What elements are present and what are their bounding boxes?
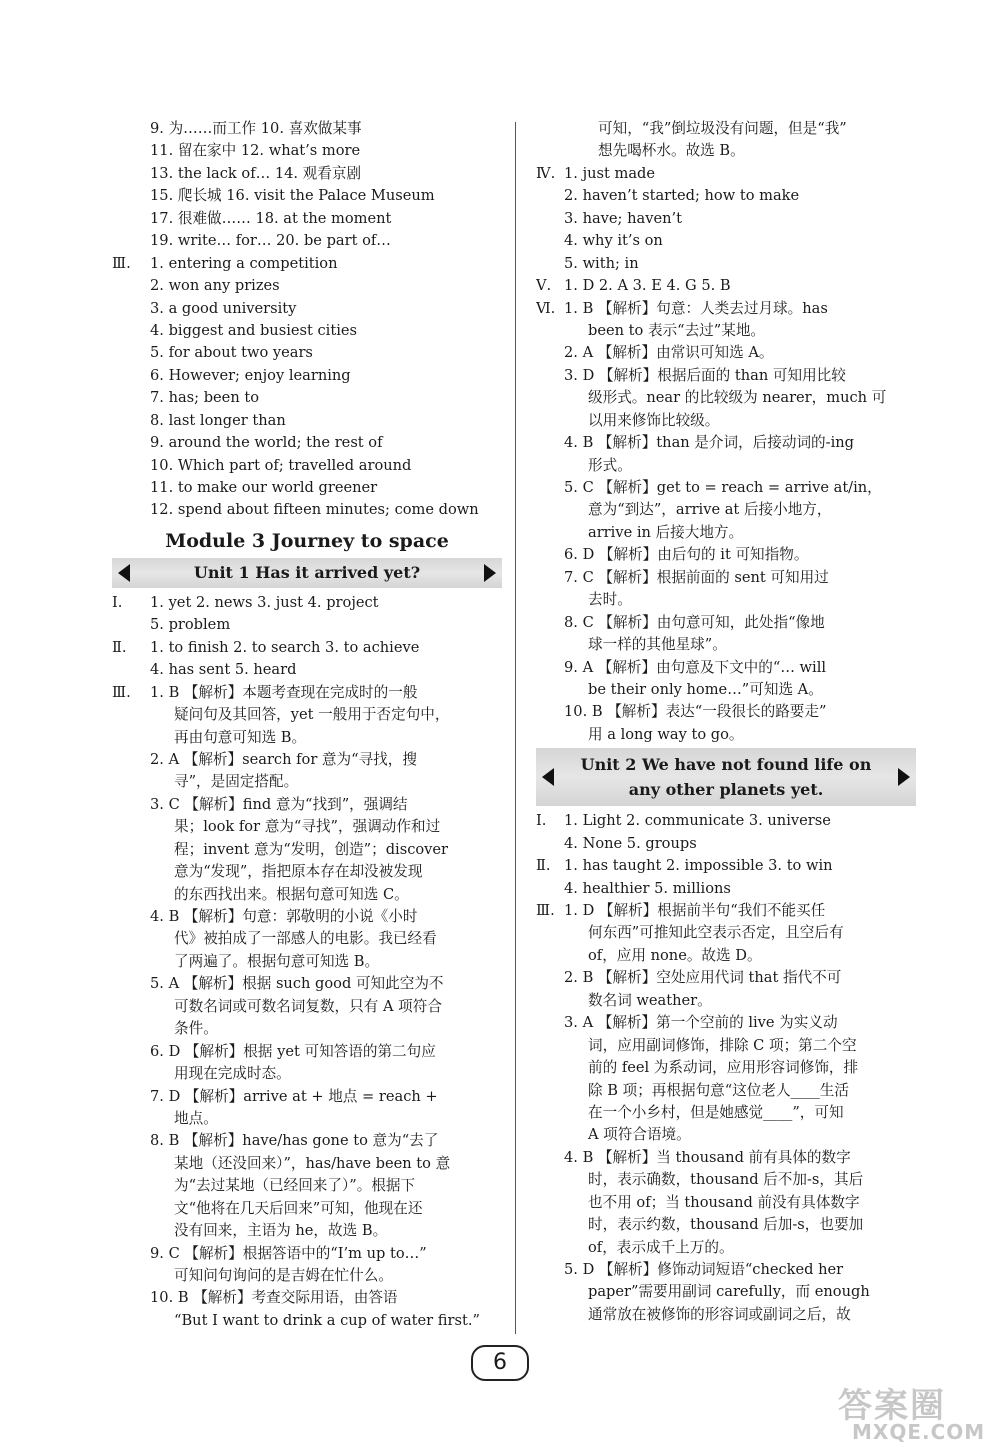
answer-line xyxy=(112,1018,502,1040)
answer-text: 15. 爬长城 16. visit the Palace Museum xyxy=(150,187,435,205)
module-title: Module 3 Journey to space xyxy=(165,529,449,552)
answer-line xyxy=(536,1259,916,1281)
answer-text: 1. to finish 2. to search 3. to achieve xyxy=(150,638,420,656)
answer-text: 1. D 2. A 3. E 4. G 5. B xyxy=(564,277,731,295)
answer-text: 6. D 【解析】根据 yet 可知答语的第二句应 xyxy=(150,1042,436,1060)
answer-line xyxy=(112,996,502,1018)
answer-line xyxy=(536,1192,916,1214)
answer-text: 6. However; enjoy learning xyxy=(150,366,351,384)
answer-text: 3. C 【解析】find 意为“找到”，强调结 xyxy=(150,795,408,813)
answer-text: 何东西”可推知此空表示否定，且空后有 xyxy=(588,924,844,942)
answer-line xyxy=(536,1214,916,1236)
answer-text: 10. B 【解析】考查交际用语，由答语 xyxy=(150,1289,398,1307)
answer-line xyxy=(536,1012,916,1034)
answer-text: 1. just made xyxy=(564,164,655,182)
answer-line xyxy=(536,990,916,1012)
answer-text: 12. spend about fifteen minutes; come down xyxy=(150,501,479,519)
unit-header xyxy=(536,748,916,806)
answer-text: 1. entering a competition xyxy=(150,254,338,272)
answer-text: 4. B 【解析】句意：郭敬明的小说《小时 xyxy=(150,908,418,925)
answer-text: 也不用 of；当 thousand 前没有具体数字 xyxy=(588,1193,860,1211)
answer-line xyxy=(112,816,502,838)
answer-text: 4. has sent 5. heard xyxy=(150,661,297,679)
answer-text: 5. problem xyxy=(150,616,231,634)
answer-line xyxy=(112,928,502,950)
answer-text: 再由句意可知选 B。 xyxy=(174,728,307,746)
answer-line xyxy=(536,118,916,140)
answer-line xyxy=(112,298,502,320)
answer-line xyxy=(536,342,916,364)
answer-line xyxy=(112,410,502,432)
answer-line xyxy=(536,163,916,185)
answer-line xyxy=(536,679,916,701)
triangle-left-icon xyxy=(118,564,130,582)
unit-title: Unit 1 Has it arrived yet? xyxy=(193,562,421,582)
answer-text: 3. have; haven’t xyxy=(564,209,682,227)
answer-line xyxy=(112,637,502,659)
answer-line xyxy=(112,794,502,816)
answer-line xyxy=(536,499,916,521)
answer-line xyxy=(112,1310,502,1332)
answer-line xyxy=(536,833,916,855)
answer-line xyxy=(536,1080,916,1102)
answer-text: 1. D 【解析】根据前半句“我们不能买任 xyxy=(564,902,826,919)
answer-text: 5. A 【解析】根据 such good 可知此空为不 xyxy=(150,975,444,993)
answer-line xyxy=(112,208,502,230)
unit-title-line2: any other planets yet. xyxy=(628,780,824,800)
section-numeral: Ⅲ. xyxy=(112,254,131,272)
answer-line xyxy=(536,878,916,900)
answer-line xyxy=(536,432,916,454)
answer-text: 意为“到达”，arrive at 后接小地方， xyxy=(588,501,832,519)
answer-text: A 项符合语境。 xyxy=(588,1126,691,1144)
answer-text: 2. A 【解析】search for 意为“寻找，搜 xyxy=(150,750,417,768)
answer-line xyxy=(112,387,502,409)
answer-line xyxy=(536,701,916,723)
answer-line xyxy=(536,275,916,297)
answer-text: 11. to make our world greener xyxy=(150,479,378,496)
left-column xyxy=(112,118,502,1332)
watermark-text-en: MXQE.COM xyxy=(852,1420,986,1444)
answer-text: 词，应用副词修饰，排除 C 项；第二个空 xyxy=(588,1036,857,1054)
answer-line xyxy=(112,320,502,342)
answer-line xyxy=(536,967,916,989)
answer-text: 6. D 【解析】由后句的 it 可知指物。 xyxy=(564,546,809,564)
answer-text: 3. D 【解析】根据后面的 than 可知用比较 xyxy=(564,366,846,384)
answer-line xyxy=(536,1237,916,1259)
answer-text: 3. a good university xyxy=(150,299,297,317)
right-column xyxy=(536,118,916,1326)
answer-text: 的东西找出来。根据句意可知选 C。 xyxy=(174,885,409,903)
answer-text: 11. 留在家中 12. what’s more xyxy=(150,142,361,160)
answer-line xyxy=(112,140,502,162)
answer-line xyxy=(536,298,916,320)
answer-line xyxy=(112,455,502,477)
answer-line xyxy=(536,185,916,207)
answer-line xyxy=(536,945,916,967)
answer-text: 1. yet 2. news 3. just 4. project xyxy=(150,593,379,611)
section-numeral: Ⅵ. xyxy=(536,299,556,317)
answer-line xyxy=(536,724,916,746)
answer-line xyxy=(112,118,502,140)
answer-text: 4. B 【解析】当 thousand 前有具体的数字 xyxy=(564,1148,851,1166)
answer-text: 1. Light 2. communicate 3. universe xyxy=(564,812,831,830)
answer-text: 1. B 【解析】句意：人类去过月球。has xyxy=(564,299,828,317)
answer-text: 地点。 xyxy=(174,1109,218,1127)
section-numeral: Ⅰ. xyxy=(112,593,123,611)
answer-line xyxy=(112,1243,502,1265)
answer-line xyxy=(112,884,502,906)
answer-line xyxy=(112,861,502,883)
triangle-left-icon xyxy=(542,768,554,786)
answer-text: 以用来修饰比较级。 xyxy=(588,411,720,429)
answer-text: 5. C 【解析】get to = reach = arrive at/in， xyxy=(564,479,882,496)
section-numeral: Ⅱ. xyxy=(536,857,551,875)
answer-text: 4. why it’s on xyxy=(564,232,663,250)
answer-line xyxy=(112,432,502,454)
answer-line xyxy=(112,163,502,185)
answer-text: 2. haven’t started; how to make xyxy=(564,187,800,205)
answer-line xyxy=(536,810,916,832)
answer-text: 没有回来，主语为 he，故选 B。 xyxy=(174,1222,388,1240)
answer-line xyxy=(536,410,916,432)
answer-line xyxy=(536,1057,916,1079)
answer-text: 8. last longer than xyxy=(150,411,286,429)
section-numeral: Ⅲ. xyxy=(112,683,131,701)
unit-title-line1: Unit 2 We have not found life on xyxy=(580,755,872,775)
answer-text: 4. None 5. groups xyxy=(564,834,697,852)
column-divider xyxy=(515,122,516,1334)
answer-text: 前的 feel 为系动词，应用形容词修饰，排 xyxy=(588,1059,859,1077)
answer-line xyxy=(536,612,916,634)
answer-text: 1. B 【解析】本题考查现在完成时的一般 xyxy=(150,683,418,701)
answer-line xyxy=(112,185,502,207)
answer-line xyxy=(536,387,916,409)
answer-line xyxy=(112,275,502,297)
answer-line xyxy=(536,855,916,877)
section-numeral: Ⅳ. xyxy=(536,164,556,182)
answer-text: of，表示成千上万的。 xyxy=(588,1238,734,1256)
answer-text: 用 a long way to go。 xyxy=(588,725,744,743)
answer-text: 9. C 【解析】根据答语中的“I’m up to…” xyxy=(150,1244,427,1262)
answer-text: been to 表示“去过”某地。 xyxy=(588,321,766,339)
answer-line xyxy=(112,1220,502,1242)
answer-text: 10. Which part of; travelled around xyxy=(150,456,412,474)
answer-text: 9. around the world; the rest of xyxy=(150,434,383,452)
watermark-text-cn: 答案圈 xyxy=(838,1386,946,1426)
answer-text: 2. won any prizes xyxy=(150,277,280,295)
section-numeral: Ⅴ. xyxy=(536,277,552,295)
answer-line xyxy=(112,1287,502,1309)
answer-text: 3. A 【解析】第一个空前的 live 为实义动 xyxy=(564,1014,838,1032)
answer-text: 7. D 【解析】arrive at + 地点 = reach + xyxy=(150,1087,438,1105)
section-numeral: Ⅰ. xyxy=(536,812,547,830)
answer-line xyxy=(536,320,916,342)
answer-text: 可知，“我”倒垃圾没有问题，但是“我” xyxy=(598,120,847,137)
answer-text: 4. B 【解析】than 是介词，后接动词的-ing xyxy=(564,434,854,452)
answer-text: 除 B 项；再根据句意“这位老人____生活 xyxy=(588,1081,849,1099)
answer-text: 2. B 【解析】空处应用代词 that 指代不可 xyxy=(564,969,842,987)
answer-text: 某地（还没回来）”，has/have been to 意 xyxy=(174,1154,451,1172)
answer-text: 文“他将在几天后回来”可知，他现在还 xyxy=(174,1199,423,1217)
answer-line xyxy=(112,906,502,928)
answer-line xyxy=(536,140,916,162)
answer-text: arrive in 后接大地方。 xyxy=(588,523,744,541)
answer-text: 代》被拍成了一部感人的电影。我已经看 xyxy=(174,930,437,948)
answer-line xyxy=(536,1124,916,1146)
answer-line xyxy=(112,1063,502,1085)
answer-line xyxy=(536,922,916,944)
answer-line xyxy=(112,253,502,275)
answer-text: 疑问句及其回答，yet 一般用于否定句中， xyxy=(174,706,450,724)
answer-text: of，应用 none。故选 D。 xyxy=(588,946,762,964)
answer-text: 寻”，是固定搭配。 xyxy=(174,773,299,791)
answer-text: 意为“发现”，指把原本存在却没被发现 xyxy=(174,863,423,881)
answer-line xyxy=(536,455,916,477)
answer-text: 用现在完成时态。 xyxy=(174,1065,291,1083)
answer-line xyxy=(112,1130,502,1152)
answer-line xyxy=(536,253,916,275)
answer-text: 去时。 xyxy=(588,591,632,609)
answer-line xyxy=(112,951,502,973)
answer-text: 果；look for 意为“寻找”，强调动作和过 xyxy=(174,818,441,836)
answer-line xyxy=(112,1198,502,1220)
answer-line xyxy=(112,342,502,364)
answer-line xyxy=(536,634,916,656)
answer-text: 4. healthier 5. millions xyxy=(564,879,731,897)
answer-line xyxy=(112,749,502,771)
answer-line xyxy=(536,1147,916,1169)
answer-line xyxy=(536,657,916,679)
answer-line xyxy=(536,1102,916,1124)
answer-line xyxy=(112,1153,502,1175)
answer-text: 2. A 【解析】由常识可知选 A。 xyxy=(564,344,774,362)
answer-line xyxy=(536,1304,916,1326)
answer-line xyxy=(536,230,916,252)
triangle-right-icon xyxy=(484,564,496,582)
answer-line xyxy=(536,544,916,566)
answer-text: be their only home…”可知选 A。 xyxy=(588,680,823,698)
answer-line xyxy=(536,208,916,230)
answer-line xyxy=(112,839,502,861)
answer-text: 时，表示确数，thousand 后不加-s，其后 xyxy=(588,1171,864,1189)
answer-text: 在一个小乡村，但是她感觉____”，可知 xyxy=(588,1103,844,1121)
answer-text: 5. for about two years xyxy=(150,344,313,362)
answer-text: 8. C 【解析】由句意可知，此处指“像地 xyxy=(564,613,825,631)
answer-line xyxy=(112,659,502,681)
answer-line xyxy=(536,522,916,544)
answer-text: 形式。 xyxy=(588,456,632,474)
answer-line xyxy=(536,1169,916,1191)
answer-line xyxy=(112,771,502,793)
answer-text: 7. C 【解析】根据前面的 sent 可知用过 xyxy=(564,568,829,586)
answer-line xyxy=(536,589,916,611)
answer-text: 1. has taught 2. impossible 3. to win xyxy=(564,857,833,875)
unit-header xyxy=(112,558,502,588)
answer-text: 通常放在被修饰的形容词或副词之后，故 xyxy=(588,1305,851,1323)
answer-line xyxy=(536,900,916,922)
answer-line xyxy=(536,1035,916,1057)
answer-line xyxy=(112,1108,502,1130)
answer-line xyxy=(112,230,502,252)
answer-line xyxy=(112,592,502,614)
answer-text: 为“去过某地（已经回来了）”。根据下 xyxy=(174,1177,416,1195)
answer-text: 球一样的其他星球”。 xyxy=(588,636,727,654)
answer-text: 数名词 weather。 xyxy=(588,991,712,1009)
answer-text: 7. has; been to xyxy=(150,389,260,407)
answer-text: 了两遍了。根据句意可知选 B。 xyxy=(174,952,380,970)
answer-text: 10. B 【解析】表达“一段很长的路要走” xyxy=(564,703,827,721)
answer-text: “But I want to drink a cup of water first.” xyxy=(174,1311,480,1329)
section-numeral: Ⅲ. xyxy=(536,902,555,919)
answer-line xyxy=(112,1265,502,1287)
answer-text: 程；invent 意为“发明，创造”；discover xyxy=(174,840,449,858)
answer-text: 8. B 【解析】have/has gone to 意为“去了 xyxy=(150,1132,439,1150)
answer-text: 5. with; in xyxy=(564,254,639,272)
answer-text: 可知问句询问的是吉姆在忙什么。 xyxy=(174,1267,393,1284)
section-numeral: Ⅱ. xyxy=(112,638,127,656)
answer-line xyxy=(112,727,502,749)
answer-line xyxy=(112,1086,502,1108)
answer-text: 5. D 【解析】修饰动词短语“checked her xyxy=(564,1261,844,1278)
answer-text: paper”需要用副词 carefully，而 enough xyxy=(588,1283,870,1301)
answer-text: 条件。 xyxy=(174,1020,218,1038)
answer-text: 9. 为……而工作 10. 喜欢做某事 xyxy=(150,120,362,137)
answer-line xyxy=(112,704,502,726)
answer-line xyxy=(112,1175,502,1197)
answer-line xyxy=(112,682,502,704)
answer-text: 17. 很难做…… 18. at the moment xyxy=(150,209,392,227)
watermark-logo xyxy=(820,1378,990,1448)
triangle-right-icon xyxy=(898,768,910,786)
answer-text: 可数名词或可数名词复数，只有 A 项符合 xyxy=(174,997,442,1015)
answer-text: 9. A 【解析】由句意及下文中的“… will xyxy=(564,658,827,676)
answer-line xyxy=(112,499,502,521)
answer-text: 时，表示约数，thousand 后加-s，也要加 xyxy=(588,1216,864,1234)
answer-line xyxy=(536,365,916,387)
answer-text: 19. write… for… 20. be part of… xyxy=(150,232,391,250)
answer-line xyxy=(536,477,916,499)
answer-line xyxy=(112,365,502,387)
answer-text: 想先喝杯水。故选 B。 xyxy=(598,142,745,160)
page-number: 6 xyxy=(471,1345,529,1381)
answer-text: 13. the lack of… 14. 观看京剧 xyxy=(150,164,362,182)
answer-line xyxy=(112,1041,502,1063)
answer-line xyxy=(112,614,502,636)
answer-line xyxy=(112,477,502,499)
answer-text: 级形式。near 的比较级为 nearer，much 可 xyxy=(588,389,887,407)
answer-line xyxy=(536,567,916,589)
answer-line xyxy=(112,973,502,995)
answer-line xyxy=(536,1281,916,1303)
answer-text: 4. biggest and busiest cities xyxy=(150,321,357,339)
